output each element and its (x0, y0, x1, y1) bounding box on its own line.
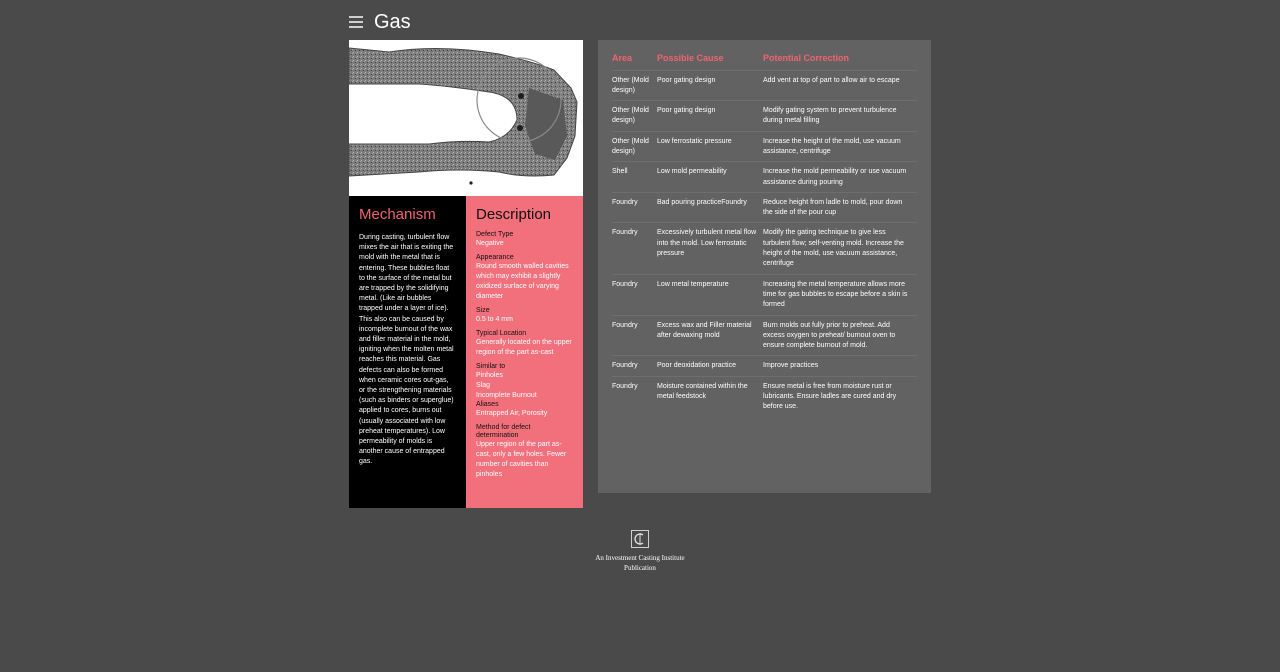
cause-cell: Low mold permeability (657, 162, 763, 193)
similar-label: Similar to (476, 363, 506, 370)
causes-table (612, 52, 917, 417)
correction-cell: Modify gating system to prevent turbulence during metal filling (763, 101, 917, 132)
correction-cell: Burn molds out fully prior to preheat. Add excess oxygen to preheat/ burnout oven to ensure complete burnout of mold. (763, 315, 917, 356)
mechanism-text: During casting, turbulent flow mixes the air that is exiting the mold with the metal that is entering. These bubbles float to the surface of the metal but are trapped by the solidifying metal. (Like air bubbles trapped under a layer of ice). This also can be caused by incomplete burnout of the wax and filler material in the mold, igniting when the molten metal reaches this material. Gas defects can also be formed when ceramic cores out-gas, or the strengthening materials (such as binders or superglue) applied to cores, burns out (usually associated with low preheat temperatures). Low permeability of molds is another cause of entrapped gas. (359, 234, 454, 466)
description-panel (466, 196, 583, 508)
correction-header: Potential Correction (763, 53, 850, 63)
cause-cell: Low ferrostatic pressure (657, 131, 763, 162)
gallery-dot-active[interactable] (469, 181, 472, 184)
size-label: Size (476, 307, 490, 314)
size-value: 0.5 to 4 mm (476, 316, 513, 323)
cause-cell: Excess wax and Filler material after dewaxing mold (657, 315, 763, 356)
location-label: Typical Location (476, 330, 527, 337)
appearance-value: Round smooth walled cavities which may exhibit a slightly oxidized surface of varying diameter (476, 263, 569, 300)
table-header-row (612, 52, 917, 70)
hamburger-menu-icon[interactable] (349, 16, 363, 28)
area-cell: Foundry (612, 192, 657, 223)
footer-line-1: An Investment Casting Institute (595, 554, 685, 562)
correction-cell: Increase the mold permeability or use vacuum assistance during pouring (763, 162, 917, 193)
correction-cell: Add vent at top of part to allow air to escape (763, 70, 917, 101)
area-cell: Foundry (612, 315, 657, 356)
correction-cell: Increase the height of the mold, use vacuum assistance, centrifuge (763, 131, 917, 162)
table-row (612, 376, 917, 416)
investment-casting-institute-logo-icon[interactable] (631, 530, 649, 548)
similar-item: Incomplete Burnout (476, 392, 537, 399)
location-value: Generally located on the upper region of the part as-cast (476, 339, 572, 356)
casting-photo (349, 40, 583, 196)
table-row (612, 101, 917, 132)
cause-cell: Poor gating design (657, 70, 763, 101)
table-row (612, 131, 917, 162)
causes-corrections-panel (598, 40, 931, 493)
page-title: Gas (374, 10, 411, 33)
method-value: Upper region of the part as-cast, only a few holes. Fewer number of cavities than pinholes (476, 441, 567, 478)
defect-type-value: Negative (476, 240, 504, 247)
correction-cell: Reduce height from ladle to mold, pour down the side of the pour cup (763, 192, 917, 223)
cause-cell: Bad pouring practiceFoundry (657, 192, 763, 223)
mechanism-panel (349, 196, 466, 508)
area-cell: Other (Mold design) (612, 101, 657, 132)
defect-image-gallery[interactable] (349, 40, 583, 196)
similar-item: Slag (476, 382, 491, 389)
method-label: Method for defect determination (476, 424, 531, 439)
correction-cell: Increasing the metal temperature allows more time for gas bubbles to escape before a skin is formed (763, 274, 917, 315)
area-cell: Other (Mold design) (612, 131, 657, 162)
area-cell: Foundry (612, 356, 657, 376)
defect-type-label: Defect Type (476, 231, 514, 238)
correction-cell: Improve practices (763, 356, 917, 376)
page-header (349, 8, 411, 36)
appearance-label: Appearance (476, 254, 514, 261)
cause-cell: Poor gating design (657, 101, 763, 132)
mechanism-title: Mechanism (359, 206, 436, 223)
area-cell: Shell (612, 162, 657, 193)
description-title: Description (476, 206, 552, 223)
cause-cell: Moisture contained within the metal feedstock (657, 376, 763, 416)
table-row (612, 162, 917, 193)
correction-cell: Ensure metal is free from moisture rust or lubricants. Ensure ladles are cured and dry before use. (763, 376, 917, 416)
area-cell: Foundry (612, 376, 657, 416)
correction-cell: Modify the gating technique to give less turbulent flow; self-venting mold. Increase the height of the mold, use vacuum assistance, centrifuge (763, 223, 917, 274)
cause-cell: Excessively turbulent metal flow into the mold. Low ferrostatic pressure (657, 223, 763, 274)
aliases-label: Aliases (476, 401, 499, 408)
table-row (612, 315, 917, 356)
cause-header: Possible Cause (657, 53, 724, 63)
table-row (612, 274, 917, 315)
area-cell: Other (Mold design) (612, 70, 657, 101)
table-row (612, 192, 917, 223)
area-cell: Foundry (612, 223, 657, 274)
similar-item: Pinholes (476, 372, 503, 379)
table-row (612, 356, 917, 376)
area-header: Area (612, 53, 633, 63)
cause-cell: Low metal temperature (657, 274, 763, 315)
area-cell: Foundry (612, 274, 657, 315)
cause-cell: Poor deoxidation practice (657, 356, 763, 376)
footer (580, 530, 700, 573)
aliases-value: Entrapped Air, Porosity (476, 410, 548, 417)
table-row (612, 70, 917, 101)
footer-line-2: Publication (624, 564, 656, 572)
table-row (612, 223, 917, 274)
